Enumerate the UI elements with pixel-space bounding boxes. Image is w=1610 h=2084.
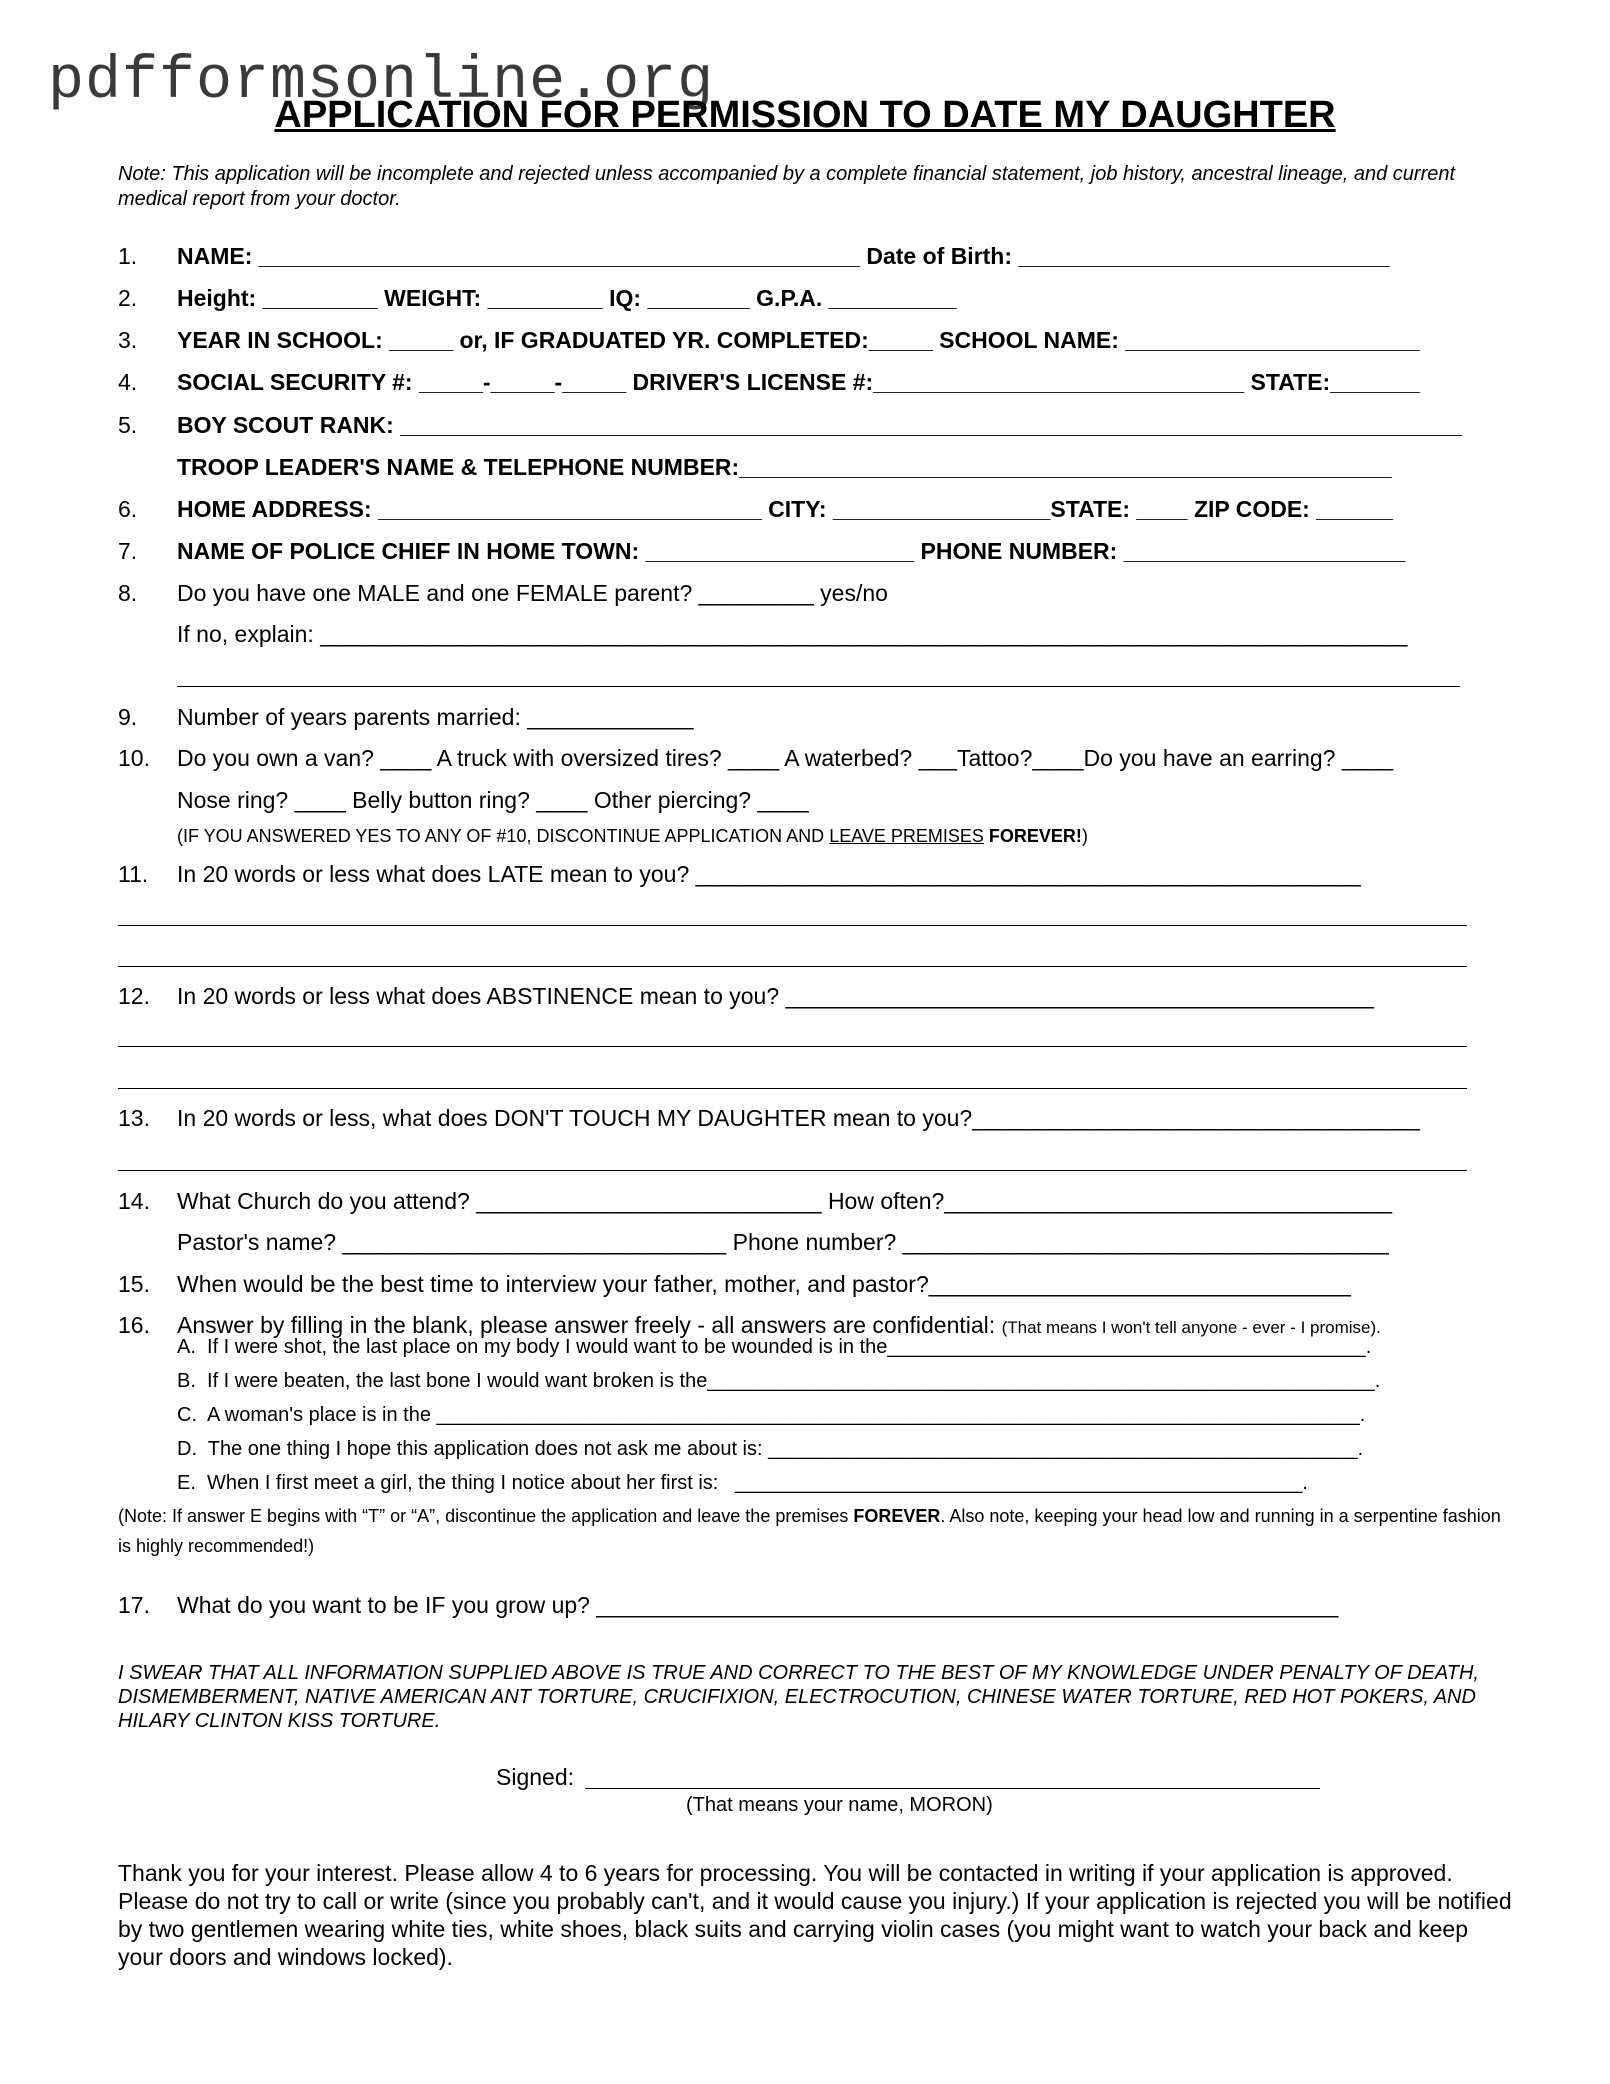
item-number: 8.	[118, 580, 138, 606]
question-10-warning	[177, 825, 1088, 847]
question-10-possessions[interactable]: Do you own a van? ____ A truck with oversized tires? ____ A waterbed? ___Tattoo?____Do you have an earring? ____	[177, 745, 1394, 771]
question-16-text: Answer by filling in the blank, please answer freely - all answers are confidential:	[177, 1312, 1002, 1338]
answer-line[interactable]	[118, 925, 1467, 926]
item-number: 4.	[118, 369, 138, 395]
item-number: 3.	[118, 327, 138, 353]
question-16-d[interactable]: D. The one thing I hope this application does not ask me about is: _____________________________________________________.	[177, 1438, 1364, 1460]
item-number: 5.	[118, 412, 138, 438]
item-number: 13.	[118, 1105, 150, 1131]
page-title: APPLICATION FOR PERMISSION TO DATE MY DAUGHTER	[274, 94, 1336, 136]
item-number: 6.	[118, 496, 138, 522]
warning-leave-premises: LEAVE PREMISES	[829, 826, 984, 846]
answer-line[interactable]	[118, 966, 1467, 967]
item-number: 15.	[118, 1271, 150, 1297]
question-6-address[interactable]: HOME ADDRESS: ______________________________ CITY: _________________STATE: ____ ZIP CODE: ______	[177, 496, 1393, 522]
warning-close: )	[1081, 826, 1088, 846]
oath-statement: I SWEAR THAT ALL INFORMATION SUPPLIED ABOVE IS TRUE AND CORRECT TO THE BEST OF MY KNOWLEDGE UNDER PENALTY OF DEATH, DISMEMBERMENT, NATIVE AMERICAN ANT TORTURE, CRUCIFIXION, ELECTROCUTION, CHINESE WATER TORTURE, RED HOT POKERS, AND HILARY CLINTON KISS TORTURE.	[118, 1662, 1479, 1732]
question-16-note	[118, 1501, 1518, 1561]
question-12-abstinence[interactable]: In 20 words or less what does ABSTINENCE mean to you? ______________________________________________	[177, 983, 1374, 1009]
question-10-piercings[interactable]: Nose ring? ____ Belly button ring? ____ Other piercing? ____	[177, 787, 809, 813]
answer-line[interactable]	[118, 1088, 1467, 1089]
signature-note: (That means your name, MORON)	[686, 1794, 993, 1816]
question-1-name-dob[interactable]: NAME: _______________________________________________ Date of Birth: _____________________________	[177, 243, 1390, 269]
question-11-late[interactable]: In 20 words or less what does LATE mean to you? ____________________________________________________	[177, 861, 1361, 887]
question-17-grow-up[interactable]: What do you want to be IF you grow up? __________________________________________________________	[177, 1592, 1339, 1618]
question-16-e[interactable]: E. When I first meet a girl, the thing I notice about her first is: ___________________________________________________.	[177, 1472, 1308, 1494]
question-8-parents[interactable]: Do you have one MALE and one FEMALE parent? _________ yes/no	[177, 580, 888, 606]
item-number: 10.	[118, 745, 150, 771]
question-9-years-married[interactable]: Number of years parents married: _____________	[177, 704, 694, 730]
item-number: 14.	[118, 1188, 150, 1214]
question-16-b[interactable]: B. If I were beaten, the last bone I would want broken is the____________________________________________________________.	[177, 1370, 1381, 1392]
question-3-school[interactable]: YEAR IN SCHOOL: _____ or, IF GRADUATED YR. COMPLETED:_____ SCHOOL NAME: _______________________	[177, 327, 1420, 353]
question-14-pastor[interactable]: Pastor's name? ______________________________ Phone number? ______________________________________	[177, 1229, 1389, 1255]
question-16-c[interactable]: C. A woman's place is in the ___________________________________________________________________________________.	[177, 1404, 1366, 1426]
question-5-scout-rank[interactable]: BOY SCOUT RANK: ___________________________________________________________________________________	[177, 412, 1462, 438]
question-14-church[interactable]: What Church do you attend? ___________________________ How often?___________________________________	[177, 1188, 1392, 1214]
warning-text: (IF YOU ANSWERED YES TO ANY OF #10, DISCONTINUE APPLICATION AND	[177, 826, 830, 846]
item-number: 9.	[118, 704, 138, 730]
warning-forever: FOREVER!	[983, 826, 1082, 846]
item-number: 7.	[118, 538, 138, 564]
item-number: 2.	[118, 285, 138, 311]
question-7-police-chief[interactable]: NAME OF POLICE CHIEF IN HOME TOWN: _____________________ PHONE NUMBER: ______________________	[177, 538, 1406, 564]
answer-line[interactable]	[118, 1046, 1467, 1047]
answer-line[interactable]	[177, 686, 1460, 687]
question-16-a[interactable]: A. If I were shot, the last place on my body I would want to be wounded is in the___________________________________________.	[177, 1336, 1372, 1358]
question-2-height-weight[interactable]: Height: _________ WEIGHT: _________ IQ: ________ G.P.A. __________	[177, 285, 957, 311]
question-4-ssn-license[interactable]: SOCIAL SECURITY #: _____-_____-_____ DRIVER'S LICENSE #:_____________________________ STATE:_______	[177, 369, 1420, 395]
item-number: 17.	[118, 1592, 150, 1618]
item-number: 16.	[118, 1312, 150, 1338]
watermark: pdfformsonline.org	[48, 48, 715, 116]
question-13-dont-touch[interactable]: In 20 words or less, what does DON'T TOUCH MY DAUGHTER mean to you?___________________________________	[177, 1105, 1420, 1131]
note-text: (Note: If answer E begins with “T” or “A”, discontinue the application and leave the premises	[118, 1506, 854, 1526]
question-15-interview[interactable]: When would be the best time to interview your father, mother, and pastor?_________________________________	[177, 1271, 1351, 1297]
question-16-aside: (That means I won't tell anyone - ever - I promise).	[1001, 1318, 1381, 1337]
question-5-troop-leader[interactable]: TROOP LEADER'S NAME & TELEPHONE NUMBER:___________________________________________________	[177, 454, 1392, 480]
intro-note: Note: This application will be incomplete and rejected unless accompanied by a complete financial statement, job history, ancestral lineage, and current medical report from your doctor.	[118, 163, 1456, 210]
note-forever: FOREVER	[853, 1506, 941, 1526]
item-number: 11.	[118, 861, 149, 887]
question-8-explain[interactable]: If no, explain: _____________________________________________________________________________________	[177, 621, 1408, 647]
signature-label: Signed:	[496, 1764, 581, 1790]
note-text-end: . Also note, keeping your head low and running in a serpentine fashion is highly recommended!)	[118, 1506, 1501, 1556]
signature-line[interactable]	[585, 1788, 1320, 1789]
answer-line[interactable]	[118, 1170, 1467, 1171]
closing-paragraph: Thank you for your interest. Please allow 4 to 6 years for processing. You will be contacted in writing if your application is approved. Please do not try to call or write (since you probably can't, and it would cause you injury.) If your application is rejected you will be notified by two gentlemen wearing white ties, white shoes, black suits and carrying violin cases (you might want to watch your back and keep your doors and windows locked).	[118, 1860, 1512, 1970]
item-number: 1.	[118, 243, 138, 269]
item-number: 12.	[118, 983, 150, 1009]
